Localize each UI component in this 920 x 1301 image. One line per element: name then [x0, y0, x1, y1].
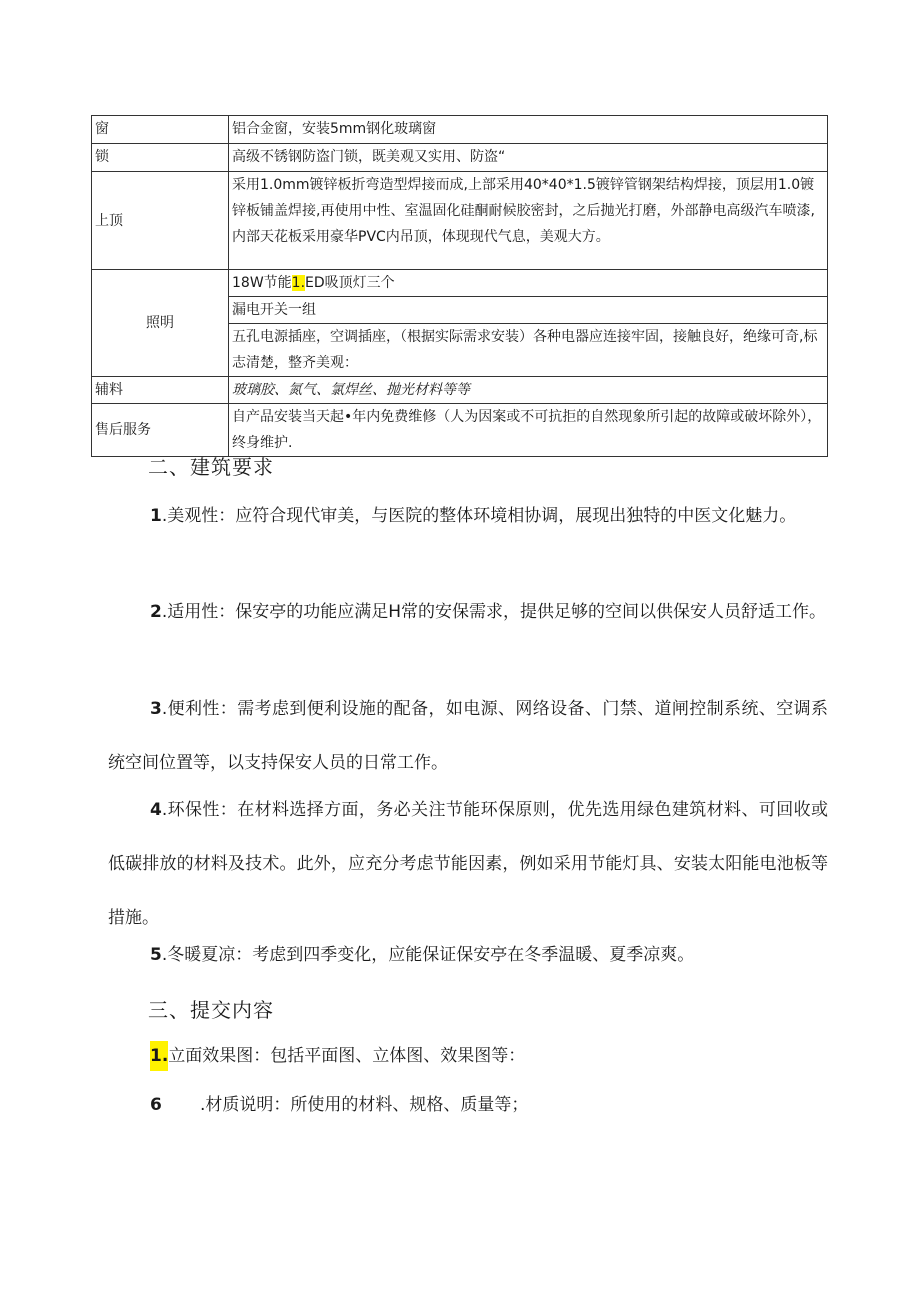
row-value: 漏电开关一组	[229, 297, 828, 324]
item-text: .环保性：在材料选择方面，务必关注节能环保原则，优先选用绿色建筑材料、可回收或低碳排放的材料及技术。此外，应充分考虑节能因素，例如采用节能灯具、安装太阳能电池板等措施。	[108, 800, 828, 928]
requirement-item	[108, 489, 828, 543]
item-number: 1	[150, 506, 162, 526]
row-value	[229, 270, 828, 297]
item-number: 3	[150, 699, 162, 719]
row-value: 采用1.0mm镀锌板折弯造型焊接而成,上部采用40*40*1.5镀锌管钢架结构焊接，顶层用1.0镀锌板铺盖焊接,再使用中性、室温固化硅酮耐候胶密封，之后抛光打磨，外部静电高级汽车喷漆,内部天花板采用豪华PVC内吊顶，体现现代气息，美观大方。	[229, 172, 828, 270]
row-label: 售后服务	[92, 404, 229, 457]
row-label: 锁	[92, 144, 229, 172]
requirement-item	[108, 585, 828, 639]
row-value: 自产品安装当天起•年内免费维修（人为因案或不可抗拒的自然现象所引起的故障或破坏除外），终身维护.	[229, 404, 828, 457]
item-text: .便利性：需考虑到便利设施的配备，如电源、网络设备、门禁、道闸控制系统、空调系统空间位置等，以支持保安人员的日常工作。	[108, 699, 828, 773]
lighting-text-pre: 18W节能	[232, 275, 292, 291]
requirement-item	[108, 928, 828, 982]
item-text: .适用性：保安亭的功能应满足H常的安保需求，提供足够的空间以供保安人员舒适工作。	[161, 602, 827, 622]
item-text: .美观性：应符合现代审美，与医院的整体环境相协调，展现出独特的中医文化魅力。	[161, 506, 797, 526]
row-value: 五孔电源插座，空调插座，（根据实际需求安装）各种电器应连接牢固，接触良好，绝缘可奇,标志清楚，整齐美观：	[229, 324, 828, 377]
item-text: .冬暖夏凉：考虑到四季变化，应能保证保安亭在冬季温暖、夏季凉爽。	[161, 945, 695, 965]
section-heading: 三、提交内容	[148, 998, 274, 1022]
row-label: 窗	[92, 116, 229, 144]
item-text: 立面效果图：包括平面图、立体图、效果图等：	[168, 1046, 526, 1066]
lighting-text-post: ED吸顶灯三个	[305, 275, 395, 291]
item-number: 2	[150, 602, 162, 622]
table-row	[92, 116, 828, 144]
row-value: 高级不锈钢防盗门锁，既美观又实用、防盗“	[229, 144, 828, 172]
table-row	[92, 377, 828, 404]
table-row	[92, 144, 828, 172]
item-text: .材质说明：所使用的材料、规格、质量等；	[200, 1095, 529, 1115]
requirement-item	[108, 783, 828, 945]
row-value: 铝合金窗，安装5mm钢化玻璃窗	[229, 116, 828, 144]
section-heading: 二、建筑要求	[148, 455, 274, 479]
item-number: 4	[150, 800, 162, 820]
item-number: 6	[150, 1095, 162, 1115]
row-label: 辅料	[92, 377, 229, 404]
requirement-item	[108, 682, 828, 790]
item-number: 5	[150, 945, 162, 965]
spec-table	[91, 115, 828, 457]
row-label: 照明	[92, 270, 229, 377]
table-row	[92, 404, 828, 457]
item-number: 1.	[150, 1041, 168, 1071]
highlighted-text: 1.	[291, 275, 306, 291]
row-value: 玻璃胶、氮气、氯焊丝、抛光材料等等	[229, 377, 828, 404]
submission-item	[150, 1041, 525, 1071]
row-label: 上顶	[92, 172, 229, 270]
submission-item	[150, 1090, 528, 1120]
table-row	[92, 172, 828, 270]
table-row	[92, 270, 828, 297]
